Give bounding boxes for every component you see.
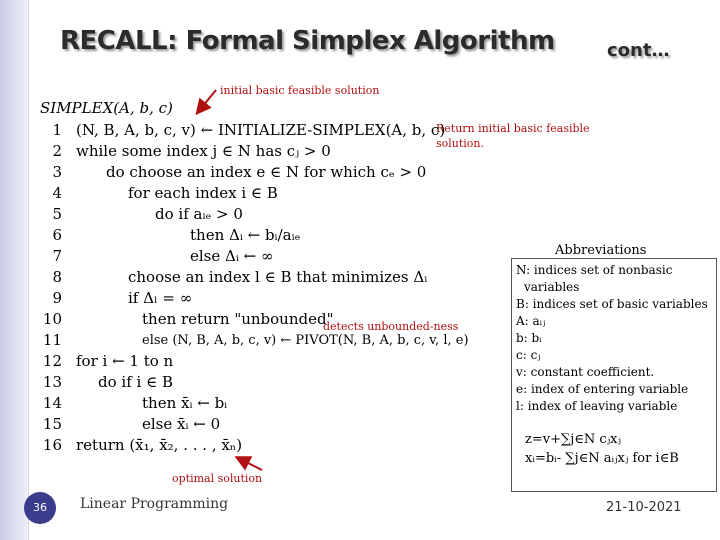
objective-formula: z=v+∑j∈N cⱼxⱼ [525,432,621,447]
footer-course: Linear Programming [80,496,229,512]
line-code: while some index j ∈ N has cⱼ > 0 [76,142,331,160]
arrow-optimal [238,458,262,470]
slide-number-badge: 36 [24,492,56,524]
line-number: 2 [52,142,62,160]
line-code: for each index i ∈ B [128,184,278,202]
abbreviation-item: variables [524,280,580,294]
line-code: if Δₗ = ∞ [128,289,193,307]
abbreviation-item: v: constant coefficient. [516,365,655,379]
line-code: choose an index l ∈ B that minimizes Δᵢ [128,268,428,286]
note-unbounded: detects unbounded-ness [323,320,459,333]
line-code: else Δᵢ ← ∞ [190,247,274,265]
line-number: 12 [42,352,62,370]
abbreviation-item: N: indices set of nonbasic [516,263,673,277]
abbreviation-item: A: aᵢⱼ [516,314,546,328]
line-number: 16 [42,436,62,454]
note-return-1: Return initial basic feasible [436,122,590,135]
line-number: 4 [52,184,62,202]
sidebar-divider [28,0,29,540]
line-code: else (N, B, A, b, c, v) ← PIVOT(N, B, A, b, c, v, l, e) [142,333,469,348]
line-number: 10 [42,310,62,328]
abbreviation-item: b: bᵢ [516,331,542,345]
line-code: do if aᵢₑ > 0 [155,205,243,223]
line-code: do if i ∈ B [98,373,173,391]
algorithm-header: SIMPLEX(A, b, c) [40,99,173,117]
line-code: return (x̄₁, x̄₂, . . . , x̄ₙ) [76,436,243,454]
footer-date: 21-10-2021 [606,500,682,515]
line-number: 11 [42,331,62,349]
abbreviations-title: Abbreviations [555,243,647,258]
sidebar-band [0,0,28,540]
line-number: 9 [52,289,62,307]
line-code: do choose an index e ∈ N for which cₑ > 0 [106,163,427,181]
line-code: else x̄ᵢ ← 0 [142,415,221,433]
abbreviation-item: B: indices set of basic variables [516,297,708,311]
slide-title-suffix: cont… [607,40,670,61]
line-number: 13 [42,373,62,391]
line-code: then return "unbounded" [142,310,334,328]
line-number: 6 [52,226,62,244]
line-number: 3 [52,163,62,181]
note-optimal: optimal solution [172,472,263,485]
line-code: for i ← 1 to n [76,352,174,370]
abbreviation-item: l: index of leaving variable [516,399,678,413]
abbreviation-item: c: cⱼ [516,348,541,362]
line-number: 5 [52,205,62,223]
line-code: then x̄ᵢ ← bᵢ [142,394,228,412]
line-number: 7 [52,247,62,265]
line-number: 14 [42,394,62,412]
line-number: 8 [52,268,62,286]
line-code: then Δᵢ ← bᵢ/aᵢₑ [190,226,301,244]
line-code: (N, B, A, b, c, v) ← INITIALIZE-SIMPLEX(A, b, c) [76,121,446,139]
note-initial: initial basic feasible solution [220,84,380,97]
constraint-formula: xᵢ=bᵢ- ∑j∈N aᵢⱼxⱼ for i∈B [525,451,679,466]
note-return-2: solution. [436,137,485,150]
abbreviation-item: e: index of entering variable [516,382,689,396]
line-number: 15 [42,415,62,433]
line-number: 1 [52,121,62,139]
arrow-initial [198,90,216,112]
slide-title: RECALL: Formal Simplex Algorithm [60,26,555,56]
